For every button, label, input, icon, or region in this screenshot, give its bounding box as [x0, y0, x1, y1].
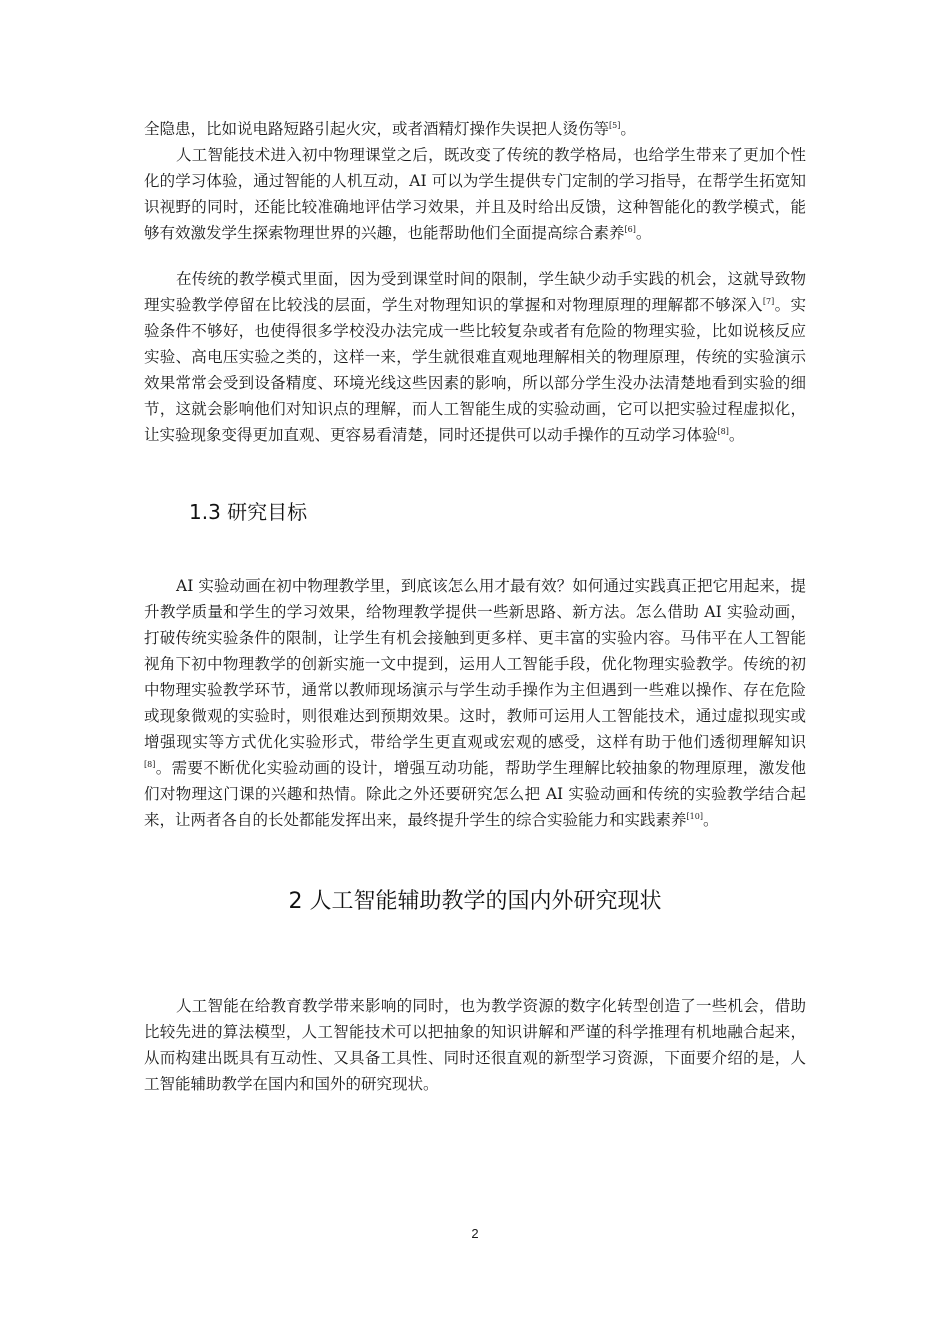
- chapter-heading-research-status: 2 人工智能辅助教学的国内外研究现状: [288, 889, 662, 914]
- citation-ref: [6]: [624, 224, 636, 234]
- citation-ref: [5]: [609, 120, 621, 130]
- paragraph-text: AI 实验动画在初中物理教学里，到底该怎么用才最有效？如何通过实践真正把它用起来，提升教学质量和学生的学习效果，给物理教学提供一些新思路、新方法。怎么借助 AI 实验动画，打破传统实验条件的限制，让学生有机会接触到更多样、更丰富的实验内容。马伟平在人工智能视角下初中物理教学的创新实施一文中提到，运用人工智能手段，优化物理实验教学。传统的初中物理实验教学环节，通常以教师现场演示与学生动手操作为主但遇到一些难以操作、存在危险或现象微观的实验时，则很难达到预期效果。这时，教师可运用人工智能技术，通过虚拟现实或增强现实等方式优化实验形式，带给学生更直观或宏观的感受，这样有助于他们透彻理解知识: [144, 577, 806, 751]
- citation-ref: [8]: [144, 759, 156, 769]
- citation-ref: [10]: [686, 811, 703, 821]
- paragraph-text: 人工智能在给教育教学带来影响的同时，也为教学资源的数字化转型创造了一些机会，借助比较先进的算法模型，人工智能技术可以把抽象的知识讲解和严谨的科学推理有机地融合起来，从而构建出既具有互动性、又具备工具性、同时还很直观的新型学习资源，下面要介绍的是，人工智能辅助教学在国内和国外的研究现状。: [144, 997, 806, 1093]
- paragraph-tail: 。: [635, 224, 652, 242]
- paragraph-tail: 。: [728, 426, 745, 444]
- paragraph-text: 。需要不断优化实验动画的设计，增强互动功能，帮助学生理解比较抽象的物理原理，激发他们对物理这门课的兴趣和热情。除此之外还要研究怎么把 AI 实验动画和传统的实验教学结合起来，让两者各自的长处都能发挥出来，最终提升学生的综合实验能力和实践素养: [144, 759, 806, 829]
- paragraph-research-goals: [144, 573, 806, 833]
- section-heading-research-goals: 1.3 研究目标: [189, 500, 308, 524]
- paragraph-continuation: [144, 116, 806, 142]
- paragraph-tail: 。: [702, 811, 719, 829]
- citation-ref: [8]: [717, 426, 729, 436]
- paragraph-text: 人工智能技术进入初中物理课堂之后，既改变了传统的教学格局，也给学生带来了更加个性化的学习体验，通过智能的人机互动，AI 可以为学生提供专门定制的学习指导，在帮学生拓宽知识视野的同时，还能比较准确地评估学习效果，并且及时给出反馈，这种智能化的教学模式，能够有效激发学生探索物理世界的兴趣，也能帮助他们全面提高综合素养: [144, 146, 806, 242]
- paragraph-text: 。实验条件不够好，也使得很多学校没办法完成一些比较复杂或者有危险的物理实验，比如说核反应实验、高电压实验之类的，这样一来，学生就很难直观地理解相关的物理原理，传统的实验演示效果常常会受到设备精度、环境光线这些因素的影响，所以部分学生没办法清楚地看到实验的细节，这就会影响他们对知识点的理解，而人工智能生成的实验动画，它可以把实验过程虚拟化，让实验现象变得更加直观、更容易看清楚，同时还提供可以动手操作的互动学习体验: [144, 296, 806, 444]
- citation-ref: [7]: [762, 296, 775, 306]
- page-number: 2: [471, 1226, 479, 1241]
- paragraph-traditional-teaching: [144, 266, 806, 448]
- paragraph-research-status-intro: [144, 993, 806, 1097]
- paragraph-ai-in-classroom: [144, 142, 806, 246]
- paragraph-tail: 。: [620, 120, 636, 138]
- paragraph-text: 全隐患，比如说电路短路引起火灾，或者酒精灯操作失误把人烫伤等: [144, 120, 610, 138]
- paragraph-text: 在传统的教学模式里面，因为受到课堂时间的限制，学生缺少动手实践的机会，这就导致物理实验教学停留在比较浅的层面，学生对物理知识的掌握和对物理原理的理解都不够深入: [144, 270, 806, 314]
